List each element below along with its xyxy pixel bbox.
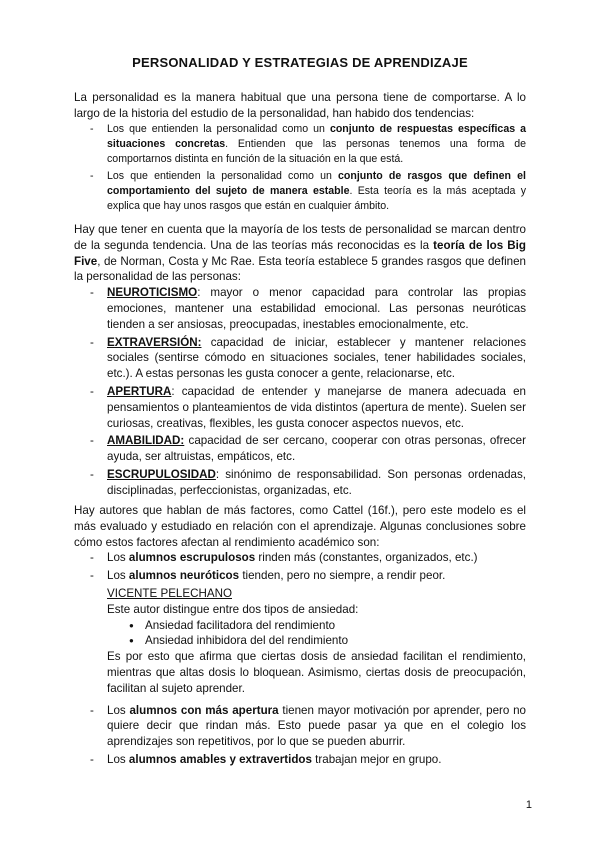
list-item: - Los alumnos amables y extravertidos trabajan mejor en grupo. xyxy=(74,752,526,768)
conclusiones-section xyxy=(74,503,526,770)
intro-paragraph: La personalidad es la manera habitual que una persona tiene de comportarse. A lo largo de la historia del estudio de la personalidad, han habido dos tendencias: xyxy=(74,91,526,120)
list-item: - Los que entienden la personalidad como un conjunto de rasgos que definen el comportamiento del sujeto de manera estable. Esta teoría es la más aceptada y explica que hay unos rasgos que están en cualquier ámbito. xyxy=(74,169,526,214)
list-item: - APERTURA: capacidad de entender y manejarse de manera adecuada en pensamientos o planteamientos de vida distintos (apertura de mente). Suelen ser curiosas, creativas, flexibles, les gusta conocer aspectos nuevos, etc. xyxy=(74,384,526,431)
autores-paragraph: Hay autores que hablan de más factores, como Cattel (16f.), pero este modelo es el más evaluado y estudiado en relación con el aprendizaje. Algunas conclusiones sobre cómo estos factores afectan al rendimiento académico son: xyxy=(74,504,526,549)
list-item: - AMABILIDAD: capacidad de ser cercano, cooperar con otras personas, ofrecer ayuda, ser altruistas, empáticos, etc. xyxy=(74,433,526,465)
list-item: ● Ansiedad inhibidora del del rendimiento xyxy=(107,633,526,649)
bigfive-paragraph: Hay que tener en cuenta que la mayoría de los tests de personalidad se marcan dentro de la segunda tendencia. Una de las teorías más reconocidas es la teoría de los Big Five, de Norman, Costa y Mc Rae. Esta teoría establece 5 grandes rasgos que definen la personalidad de las personas: xyxy=(74,223,526,284)
pelechano-intro: Este autor distingue entre dos tipos de ansiedad: xyxy=(107,602,359,616)
page-number: 1 xyxy=(525,799,532,811)
list-item: ● Ansiedad facilitadora del rendimiento xyxy=(107,618,526,634)
list-item: - EXTRAVERSIÓN: capacidad de iniciar, establecer y mantener relaciones sociales (sentirse cómodo en situaciones sociales, tener habilidades sociales, etc.). A estas personas les gusta conocer a gente, relacionarse, etc. xyxy=(74,335,526,382)
page-title: PERSONALIDAD Y ESTRATEGIAS DE APRENDIZAJE xyxy=(132,55,468,70)
conclusiones-list-2 xyxy=(74,703,526,768)
tendencias-list xyxy=(74,122,526,214)
list-item: - Los que entienden la personalidad como un conjunto de respuestas específicas a situaciones concretas. Entienden que las personas tenemos una forma de comportarnos distinta en función de la situación en la que está. xyxy=(74,122,526,167)
conclusiones-list xyxy=(74,550,526,584)
ansiedad-list xyxy=(107,618,526,650)
bigfive-section xyxy=(74,222,526,501)
pelechano-text: Es por esto que afirma que ciertas dosis de ansiedad facilitan el rendimiento, mientras que altas dosis lo bloquean. Asimismo, ciertas dosis de preocupación, facilitan al sujeto aprender. xyxy=(107,650,526,695)
rasgos-list xyxy=(74,285,526,498)
intro-section xyxy=(74,90,526,216)
pelechano-heading: VICENTE PELECHANO xyxy=(107,586,232,600)
list-item: - Los alumnos neuróticos tienden, pero no siempre, a rendir peor. xyxy=(74,568,526,584)
list-item: - NEUROTICISMO: mayor o menor capacidad para controlar las propias emociones, mantener una estabilidad emocional. Las personas neuróticas tienden a ser ansiosas, preocupadas, inestables emocionalmente, etc. xyxy=(74,285,526,332)
list-item: - Los alumnos escrupulosos rinden más (constantes, organizados, etc.) xyxy=(74,550,526,566)
list-item: - ESCRUPULOSIDAD: sinónimo de responsabilidad. Son personas ordenadas, disciplinadas, perfeccionistas, organizadas, etc. xyxy=(74,467,526,499)
pelechano-section xyxy=(74,586,526,697)
list-item: - Los alumnos con más apertura tienen mayor motivación por aprender, pero no quiere decir que rindan más. Esto puede pasar ya que en el colegio los aprendizajes son repetitivos, por lo que se pueden aburrir. xyxy=(74,703,526,750)
